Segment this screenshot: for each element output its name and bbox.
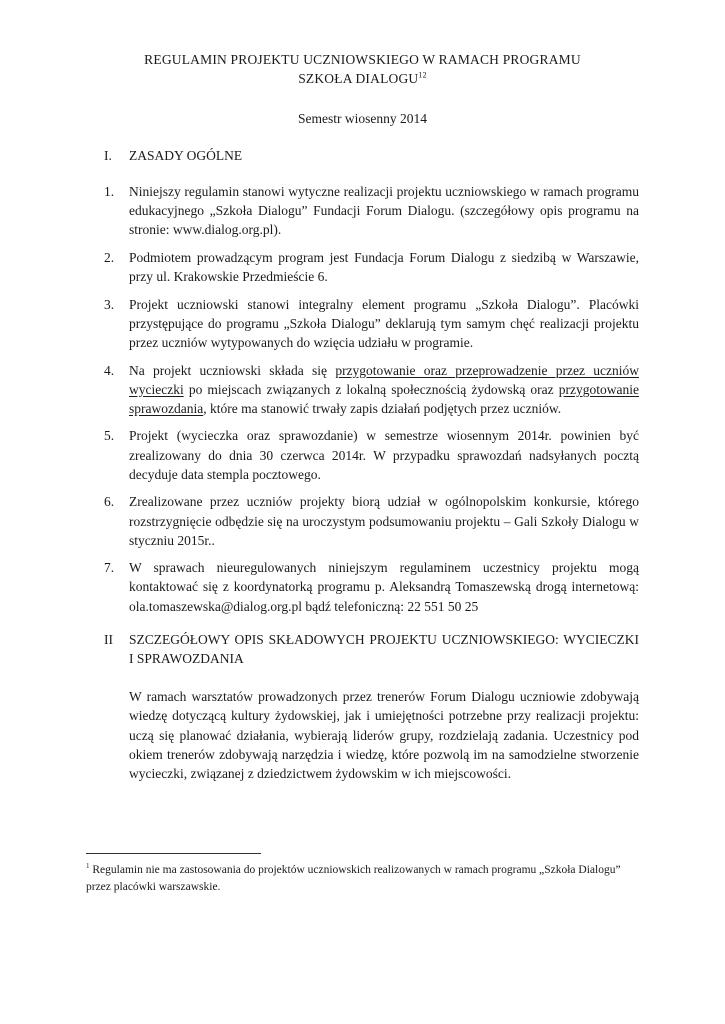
list-item-text: Zrealizowane przez uczniów projekty biorą udział w ogólnopolskim konkursie, którego rozstrzygnięcie odbędzie się na uroczystym podsumowaniu projektu – Gali Szkoły Dialogu w styczniu 2015r.. xyxy=(129,494,639,548)
list-item-number: 3. xyxy=(104,296,115,312)
list-item xyxy=(104,182,639,240)
semester-label: Semestr wiosenny 2014 xyxy=(298,111,427,126)
title-line-2-text: SZKOŁA DIALOGU xyxy=(298,71,419,86)
section-2-heading xyxy=(104,630,639,668)
general-rules-list xyxy=(104,182,639,624)
list-item-text xyxy=(129,361,639,419)
footnote-divider xyxy=(86,853,261,854)
footnote-marker: 1 xyxy=(86,862,90,871)
item-4-part-1: Na projekt uczniowski składa się xyxy=(129,362,336,378)
list-item xyxy=(104,248,639,286)
list-item xyxy=(104,295,639,353)
title-line-2 xyxy=(90,69,635,88)
section-1-number: I. xyxy=(104,148,112,163)
item-4-part-3: , które ma stanowić trwały zapis działań podjętych przez uczniów. xyxy=(203,400,562,416)
list-item-text: Niniejszy regulamin stanowi wytyczne realizacji projektu uczniowskiego w ramach programu edukacyjnego „Szkoła Dialogu” Fundacji Forum Dialogu. (szczegółowy opis programu na stronie: www.dialog.org.pl). xyxy=(129,184,639,238)
title-line-1: REGULAMIN PROJEKTU UCZNIOWSKIEGO W RAMACH PROGRAMU xyxy=(144,52,581,67)
list-item xyxy=(104,558,639,616)
list-item-number: 1. xyxy=(104,184,115,199)
list-item-number: 6. xyxy=(104,494,115,510)
section-1-title: ZASADY OGÓLNE xyxy=(129,148,243,163)
list-item-number: 5. xyxy=(104,428,115,444)
list-item-number: 4. xyxy=(104,362,115,378)
footnote xyxy=(86,862,638,896)
item-4-part-2: po miejscach związanych z lokalną społecznością żydowską oraz xyxy=(183,381,559,397)
footnote-text: Regulamin nie ma zastosowania do projektów uczniowskich realizowanych w ramach programu „Szkoła Dialogu” przez placówki warszawskie. xyxy=(86,864,621,893)
list-item-text: Podmiotem prowadzącym program jest Fundacja Forum Dialogu z siedzibą w Warszawie, przy ul. Krakowskie Przedmieście 6. xyxy=(129,249,639,285)
item-4-underlined-trip: przygotowanie oraz przeprowadzenie przez uczniów wycieczki xyxy=(129,362,639,397)
section-2-title: SZCZEGÓŁOWY OPIS SKŁADOWYCH PROJEKTU UCZNIOWSKIEGO: WYCIECZKI I SPRAWOZDANIA xyxy=(129,632,639,666)
title-footnote-ref: 12 xyxy=(418,70,427,80)
list-item xyxy=(104,492,639,550)
section-2-paragraph: W ramach warsztatów prowadzonych przez trenerów Forum Dialogu uczniowie zdobywają wiedzę dotyczącą kultury żydowskiej, jak i umiejętności potrzebne przy realizacji projektu: uczą się planować działania, wybierają liderów grupy, rozdzielają zadania. Uczestnicy pod okiem trenerów zdobywają narzędzia i wiedzę, które pozwolą im na samodzielne stworzenie wycieczki, związanej z dziedzictwem żydowskim w ich miejscowości. xyxy=(129,689,639,782)
list-item xyxy=(104,426,639,484)
list-item xyxy=(104,361,639,419)
list-item-number: 7. xyxy=(104,560,115,576)
item-4-underlined-report: przygotowanie sprawozdania xyxy=(129,381,639,416)
section-1-heading xyxy=(104,146,639,165)
list-item-number: 2. xyxy=(104,249,115,265)
document-title xyxy=(90,50,635,88)
list-item-text: Projekt uczniowski stanowi integralny element programu „Szkoła Dialogu”. Placówki przystępujące do programu „Szkoła Dialogu” deklarują tym samym chęć realizacji projektu przez uczniów wytypowanych do wzięcia udziału w programie. xyxy=(129,296,639,351)
section-2-number: II xyxy=(104,632,113,647)
list-item-text: W sprawach nieuregulowanych niniejszym regulaminem uczestnicy projektu mogą kontaktować się z koordynatorką programu p. Aleksandrą Tomaszewską drogą internetową: ola.tomaszewska@dialog.org.pl bądź telefoniczną: 22 551 50 25 xyxy=(129,560,639,614)
list-item-text: Projekt (wycieczka oraz sprawozdanie) w semestrze wiosennym 2014r. powinien być zrealizowany do dnia 30 czerwca 2014r. W przypadku sprawozdań nadsyłanych pocztą decyduje data stempla pocztowego. xyxy=(129,428,639,482)
